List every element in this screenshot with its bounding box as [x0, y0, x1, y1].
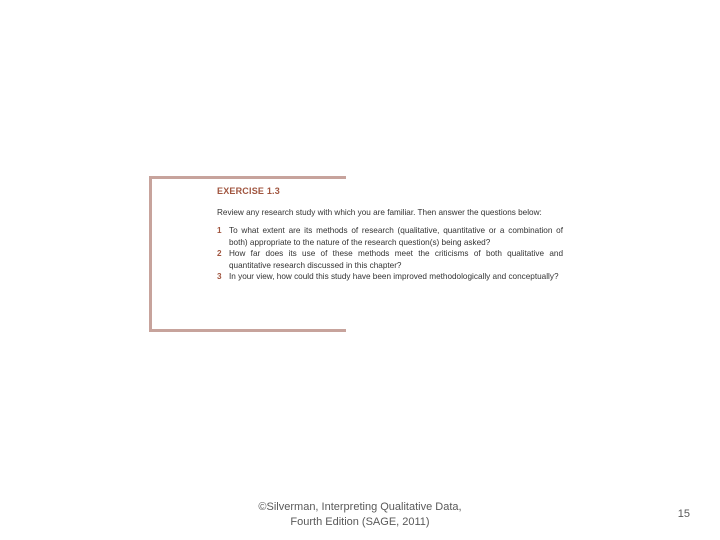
exercise-question: [217, 271, 563, 283]
question-text: How far does its use of these methods meet the criticisms of both qualitative and quantitative research discussed in this chapter?: [229, 249, 563, 270]
credit-line-1: ©Silverman, Interpreting Qualitative Data,: [258, 501, 462, 513]
exercise-question: [217, 225, 563, 248]
question-text: To what extent are its methods of research (qualitative, quantitative or a combination of both) appropriate to the nature of the research question(s) being asked?: [229, 226, 563, 247]
exercise-question: [217, 248, 563, 271]
box-border-bottom: [149, 329, 346, 332]
credit-line-2: Fourth Edition (SAGE, 2011): [290, 516, 430, 528]
box-border-top: [149, 176, 346, 179]
exercise-content: [217, 186, 563, 283]
exercise-question-list: [217, 225, 563, 283]
footer-credit: [230, 500, 490, 530]
box-border-left: [149, 176, 152, 332]
exercise-title: EXERCISE 1.3: [217, 186, 280, 196]
question-text: In your view, how could this study have been improved methodologically and conceptually?: [229, 272, 559, 282]
exercise-intro: Review any research study with which you are familiar. Then answer the questions below:: [217, 208, 542, 217]
exercise-box: [149, 176, 566, 332]
question-number: 1: [217, 226, 222, 235]
question-number: 3: [217, 272, 222, 282]
page-number: 15: [677, 508, 690, 520]
question-number: 2: [217, 249, 222, 259]
